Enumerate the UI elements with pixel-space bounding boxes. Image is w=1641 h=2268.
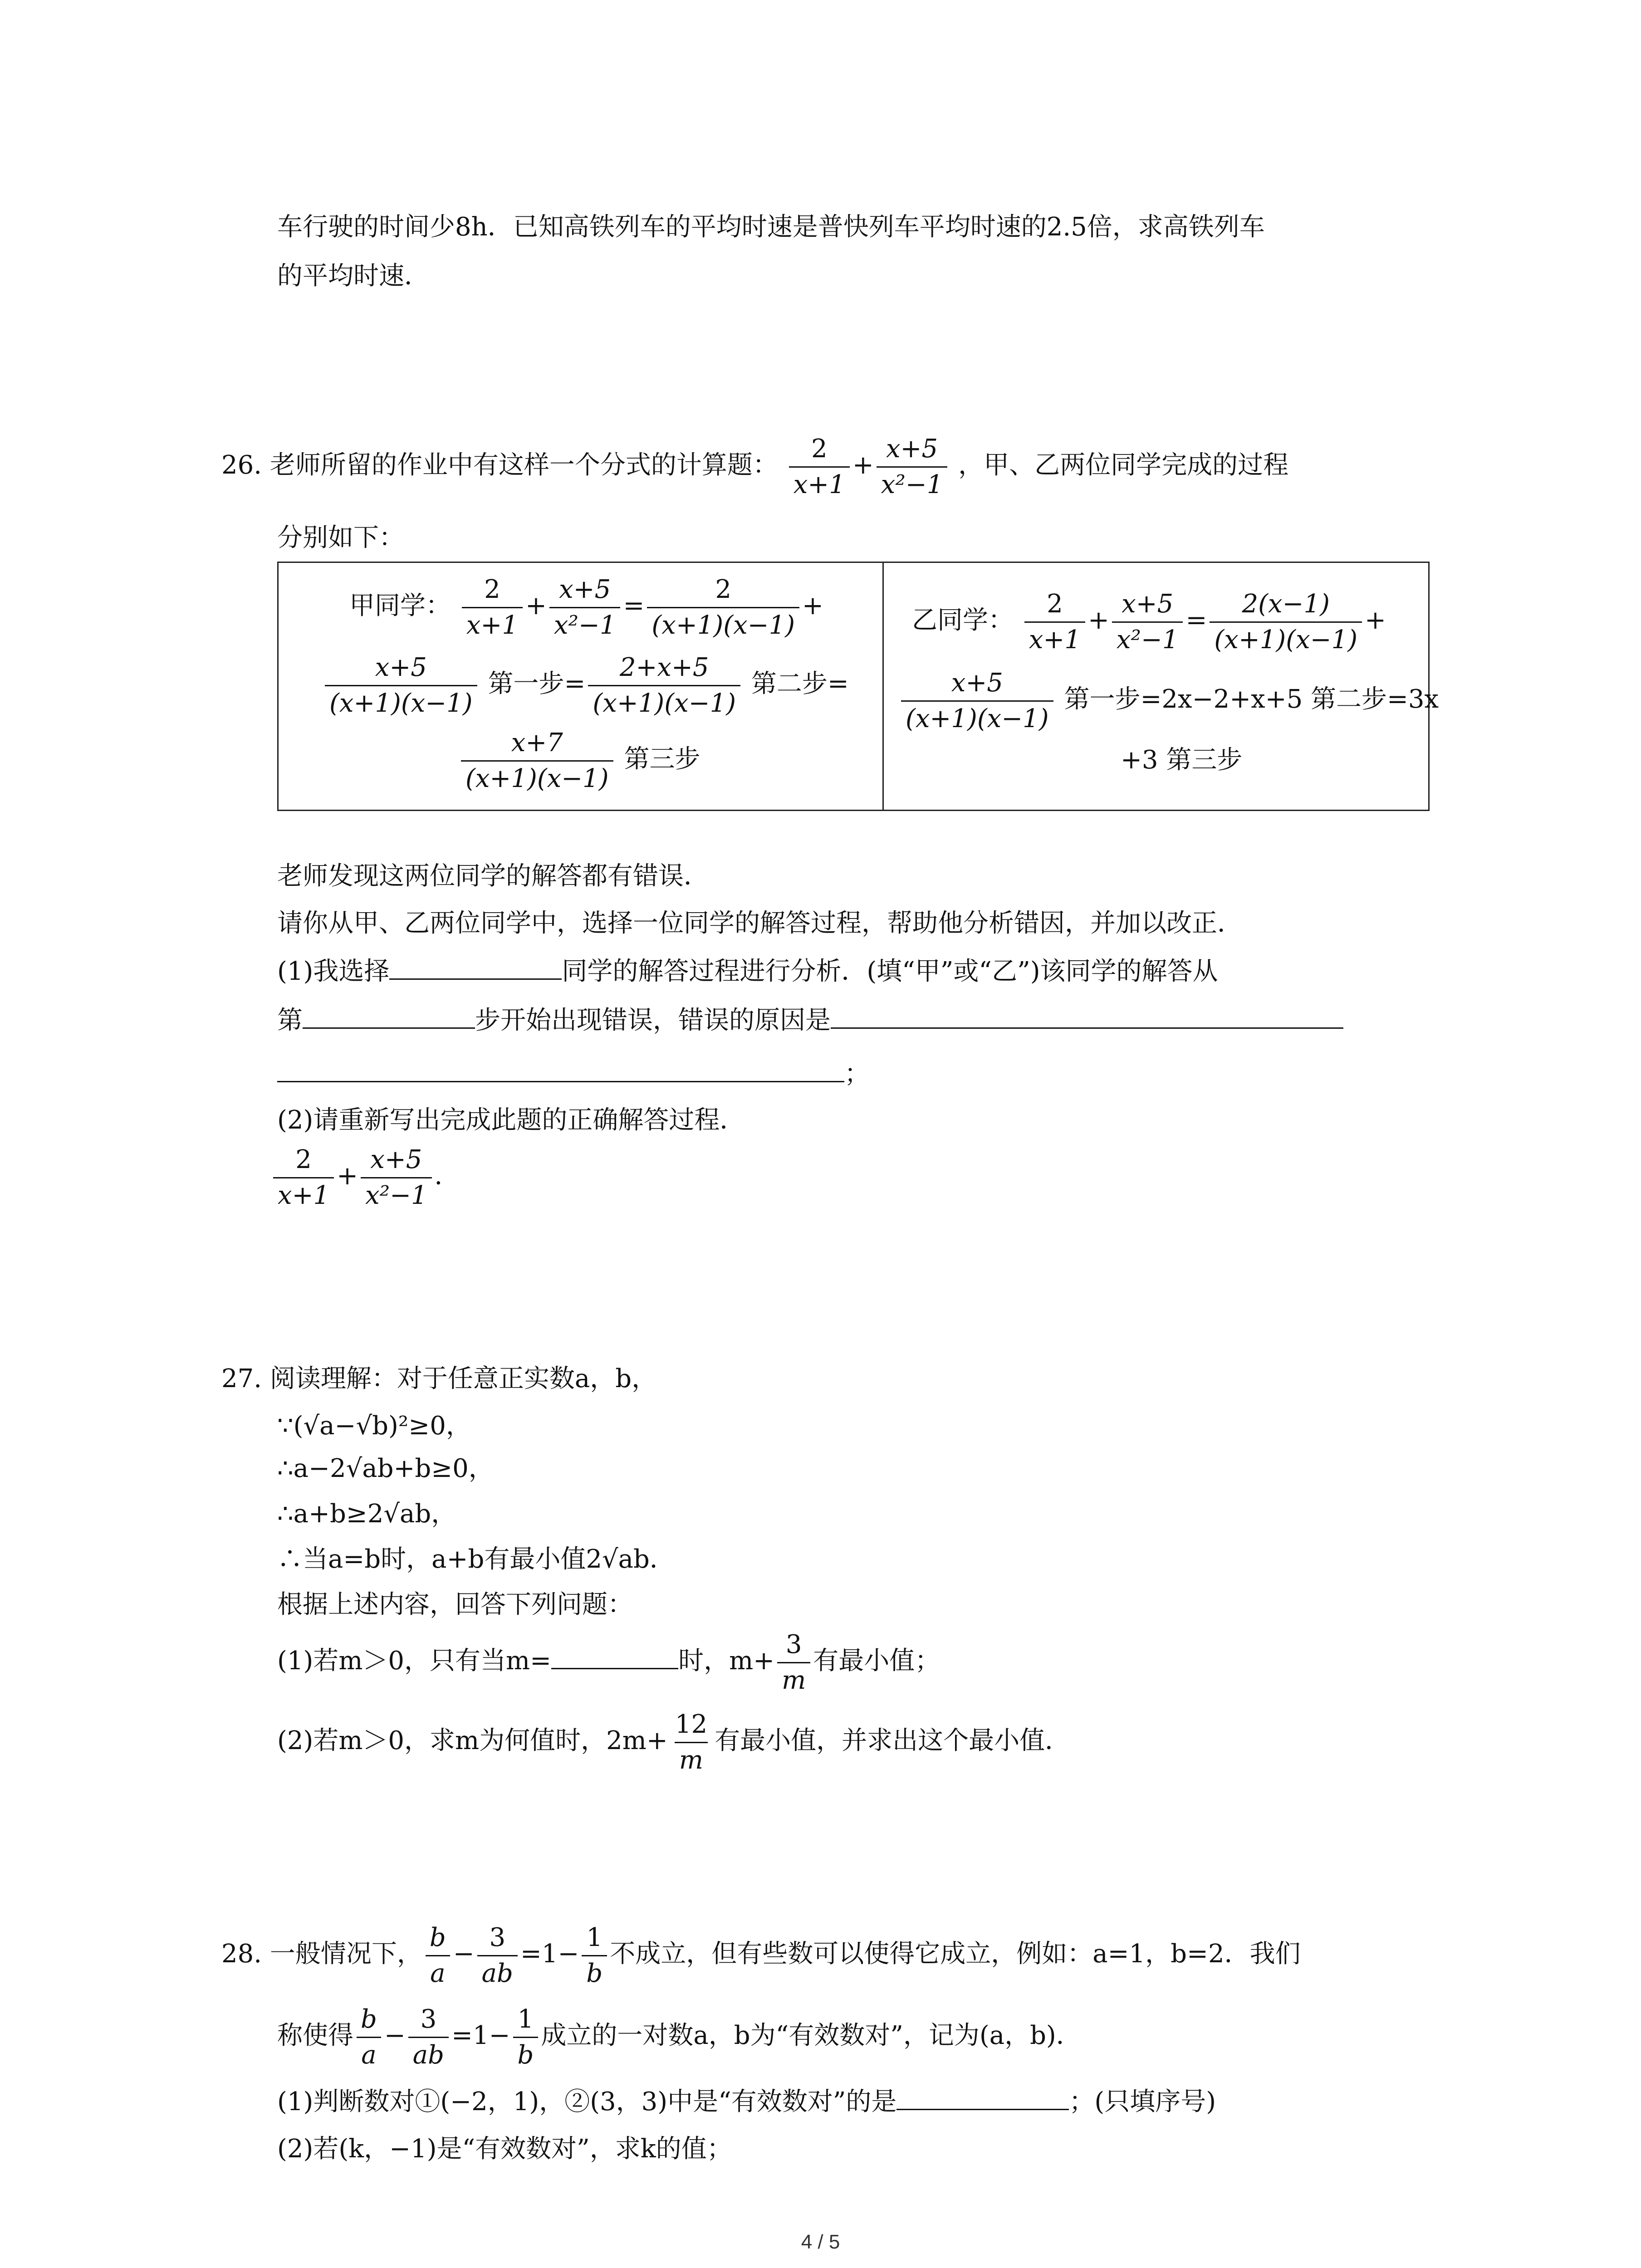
- table-divider: [882, 563, 884, 810]
- q27-p2: (2)若m＞0，求m为何值时，2m+ $\frac{12}{m}$ 有最小值，并求出这个最小值．: [277, 1710, 1071, 1775]
- jia-line2: $\frac{x+5}{(x+1)(x-1)}$ 第一步= $\frac{2+x+5}{(x+1)(x-1)}$ 第二步=: [322, 653, 849, 718]
- q27-l4: ∴当a=b时，a+b有最小值2√ab．: [277, 1545, 675, 1574]
- answer-blank-step[interactable]: [303, 1009, 475, 1029]
- page-number: 4 / 5: [801, 2231, 840, 2253]
- q27-p1: (1)若m＞0，只有当m= 时，m+ $\frac{3}{m}$ 有最小值；: [277, 1630, 941, 1695]
- q28-p1: (1)判断数对①(−2，1)，②(3，3)中是“有效数对”的是 ；(只填序号): [277, 2087, 1216, 2116]
- q26-p1-line1: (1)我选择 同学的解答过程进行分析．(填“甲”或“乙”)该同学的解答从: [277, 957, 1218, 986]
- jia-line3: $\frac{x+7}{(x+1)(x-1)}$ 第三步: [458, 728, 700, 793]
- answer-blank-reason[interactable]: [831, 1009, 1343, 1029]
- answer-blank-student[interactable]: [389, 960, 562, 980]
- q27-l2: ∴a−2√ab+b≥0，: [277, 1454, 494, 1483]
- q28-line1: 28. 一般情况下， $\frac{b}{a}$ − $\frac{3}{ab}$ =1− $\frac{1}{b}$ 不成立，但有些数可以使得它成立，例如：a=1，b=2．我们: [221, 1923, 1301, 1988]
- q26-frac-1: $\frac{2}{x+1}$: [789, 435, 850, 499]
- q25-line2: 的平均时速．: [277, 261, 430, 291]
- q26-expression: $\frac{2}{x+1}$ + $\frac{x+5}{\text{x²−1}}$ ．: [270, 1145, 460, 1210]
- q26-text-b: ，甲、乙两位同学完成的过程: [958, 450, 1289, 480]
- yi-step3: +3 第三步: [1121, 745, 1243, 775]
- q27-intro: 27. 阅读理解：对于任意正实数a，b，: [221, 1364, 657, 1393]
- yi-label: 乙同学：: [912, 606, 1014, 635]
- jia-line1: 甲同学： $\frac{2}{x+1}$ + $\frac{x+5}{\text{x²−1}}$ = $\frac{2}{(x+1)(x-1)}$ +: [349, 575, 823, 640]
- jia-step1: 第一步: [488, 669, 564, 699]
- q26-number: 26.: [221, 450, 262, 480]
- q27-number: 27.: [221, 1364, 262, 1393]
- q26-p2: (2)请重新写出完成此题的正确解答过程．: [277, 1105, 745, 1135]
- q28-line2: 称使得 $\frac{b}{a}$ − $\frac{3}{ab}$ =1− $\frac{1}{b}$ 成立的一对数a，b为“有效数对”，记为(a，b)．: [277, 2004, 1082, 2070]
- q26-line1: 26. 老师所留的作业中有这样一个分式的计算题： $\frac{2}{x+1}$ + $\frac{x+5}{\text{x²−1}}$ ，甲、乙两位同学完成的过程: [221, 434, 1289, 499]
- yi-step1: 第一步=2x−2+x+5 第二步=3x: [1064, 684, 1439, 714]
- q28-number: 28.: [221, 1939, 262, 1969]
- q27-l3: ∴a+b≥2√ab，: [277, 1499, 457, 1529]
- q25-line1: 车行驶的时间少8h．已知高铁列车的平均时速是普快列车平均时速的2.5倍，求高铁列车: [277, 212, 1265, 242]
- q26-p1-line2: 第 步开始出现错误，错误的原因是: [277, 1003, 1343, 1038]
- q26-note1: 老师发现这两位同学的解答都有错误．: [277, 861, 709, 891]
- q28-p2: (2)若(k，−1)是“有效数对”，求k的值；: [277, 2134, 732, 2164]
- q26-text-c: 分别如下：: [277, 523, 404, 552]
- yi-line2: $\frac{x+5}{(x+1)(x-1)}$ 第一步=2x−2+x+5 第二步=3x: [898, 669, 1439, 733]
- q26-text-a: 老师所留的作业中有这样一个分式的计算题：: [269, 450, 778, 480]
- q27-l5: 根据上述内容，回答下列问题：: [277, 1590, 633, 1619]
- q26-note2: 请你从甲、乙两位同学中，选择一位同学的解答过程，帮助他分析错因，并加以改正．: [277, 909, 1243, 938]
- answer-blank-m[interactable]: [551, 1650, 678, 1669]
- q26-frac-2: $\frac{x+5}{\text{x²−1}}$: [877, 435, 948, 499]
- jia-step2: 第二步: [751, 669, 828, 699]
- q26-p1-line3: ；: [277, 1057, 870, 1091]
- q27-l1: ∵(√a−√b)²≥0，: [277, 1411, 471, 1441]
- yi-line1: 乙同学： $\frac{2}{x+1}$ + $\frac{x+5}{\text{x²−1}}$ = $\frac{2(x-1)}{(x+1)(x-1)}$ +: [912, 589, 1386, 655]
- jia-step3: 第三步: [624, 744, 700, 774]
- answer-blank-pairs[interactable]: [896, 2091, 1069, 2110]
- jia-label: 甲同学：: [349, 591, 451, 621]
- answer-blank-reason-2[interactable]: [277, 1063, 844, 1082]
